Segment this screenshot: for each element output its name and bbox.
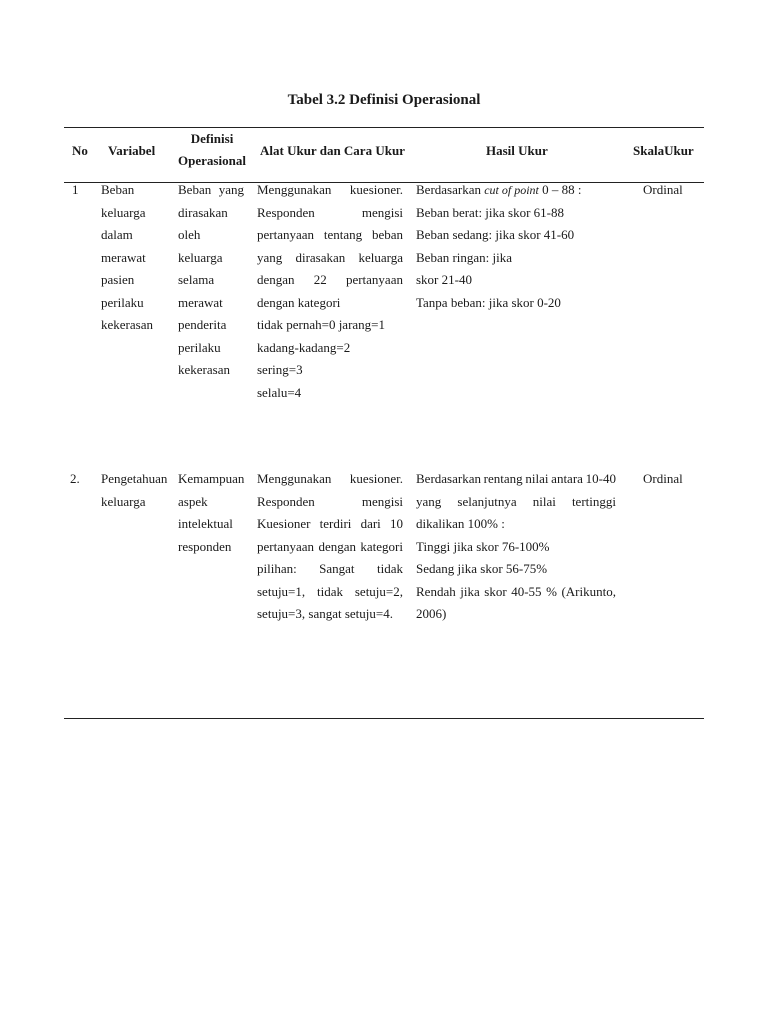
- row1-skala: Ordinal: [643, 182, 683, 197]
- cell-line: tidak pernah=0 jarang=1: [257, 317, 386, 332]
- table-bottom-rule: [64, 718, 704, 719]
- cell-line: penderita: [178, 317, 227, 332]
- cell-line: setuju=1, tidak setuju=2,: [257, 583, 403, 599]
- table-title: Tabel 3.2 Definisi Operasional: [287, 92, 481, 108]
- cell-line: Berdasarkan rentang nilai antara 10-40: [416, 471, 616, 486]
- cell-line: keluarga: [101, 204, 146, 220]
- cell-line: Kuesioner terdiri dari 10: [257, 516, 403, 531]
- cell-line: 2006): [416, 606, 447, 621]
- cell-line: pilihan: Sangat tidak: [257, 561, 403, 576]
- cell-line: Menggunakan kuesioner.: [257, 471, 403, 486]
- cell-line: yang dirasakan keluarga: [257, 249, 403, 265]
- cell-line: pasien: [101, 272, 135, 287]
- cell-line: Responden mengisi: [257, 493, 403, 509]
- cell-line: sering=3: [257, 362, 303, 377]
- cell-line: yang selanjutnya nilai tertinggi: [416, 493, 616, 509]
- cell-line: selama: [178, 272, 215, 287]
- cell-line: kekerasan: [101, 317, 153, 332]
- cell-line: Tinggi jika skor 76-100%: [416, 538, 550, 554]
- header-no: No: [72, 143, 88, 158]
- row2-alat-ukur: [257, 468, 403, 626]
- cell-line: kadang-kadang=2: [257, 339, 351, 355]
- cell-line: dalam: [101, 227, 133, 242]
- hasil-line: Berdasarkan cut of point 0 – 88 :: [416, 182, 582, 197]
- cell-line: responden: [178, 538, 232, 554]
- row2-hasil-ukur: [416, 468, 616, 626]
- row1-definisi: [178, 179, 244, 382]
- cell-line: aspek: [178, 493, 208, 509]
- cell-line: Beban sedang: jika skor 41-60: [416, 227, 575, 242]
- cell-line: dikalikan 100% :: [416, 516, 505, 531]
- cell-line: perilaku: [178, 339, 221, 355]
- cell-line: perilaku: [101, 294, 144, 310]
- cell-line: kekerasan: [178, 362, 230, 377]
- cell-line: Sedang jika skor 56-75%: [416, 561, 548, 576]
- cell-line: pertanyaan dengan kategori: [257, 538, 403, 554]
- header-definisi-line: Definisi: [190, 131, 234, 146]
- cell-line: pertanyaan tentang beban: [257, 227, 403, 242]
- header-variabel: Variabel: [108, 143, 156, 158]
- cell-line: Beban berat: jika skor 61-88: [416, 204, 565, 220]
- cell-line: Beban ringan: jika: [416, 249, 513, 265]
- header-definisi-line: Operasional: [178, 153, 246, 168]
- cell-line: dirasakan: [178, 204, 228, 220]
- cell-line: dengan 22 pertanyaan: [257, 272, 403, 287]
- cell-line: skor 21-40: [416, 272, 472, 287]
- cell-line: Pengetahuan: [101, 471, 168, 486]
- cell-line: merawat: [101, 249, 146, 265]
- row2-variabel: [101, 468, 171, 513]
- header-definisi: [172, 128, 252, 172]
- cell-line: Menggunakan kuesioner.: [257, 182, 403, 197]
- cell-line: Responden mengisi: [257, 204, 403, 220]
- header-skala-ukur: SkalaUkur: [633, 143, 694, 158]
- row1-hasil-ukur: [416, 179, 616, 314]
- cell-line: setuju=3, sangat setuju=4.: [257, 606, 393, 621]
- cell-line: oleh: [178, 227, 201, 242]
- cell-line: keluarga: [101, 493, 146, 509]
- row2-definisi: [178, 468, 248, 558]
- cell-line: merawat: [178, 294, 223, 310]
- cell-line: Tanpa beban: jika skor 0-20: [416, 294, 561, 310]
- row2-skala: Ordinal: [643, 471, 683, 486]
- cell-line: Rendah jika skor 40-55 % (Arikunto,: [416, 583, 616, 599]
- header-hasil-ukur: Hasil Ukur: [486, 143, 548, 158]
- cell-line: Beban yang: [178, 182, 244, 197]
- cell-line: dengan kategori: [257, 294, 341, 310]
- row1-no: 1: [72, 182, 79, 197]
- cell-line: intelektual: [178, 516, 233, 531]
- row1-variabel: [101, 179, 171, 337]
- cell-line: Kemampuan: [178, 471, 245, 486]
- cell-line: keluarga: [178, 249, 223, 265]
- header-alat-ukur: Alat Ukur dan Cara Ukur: [260, 143, 405, 158]
- row1-alat-ukur: [257, 179, 403, 404]
- table-top-rule: [64, 127, 704, 128]
- row2-no: 2.: [70, 471, 80, 486]
- cell-line: Beban: [101, 182, 135, 197]
- cell-line: selalu=4: [257, 384, 302, 400]
